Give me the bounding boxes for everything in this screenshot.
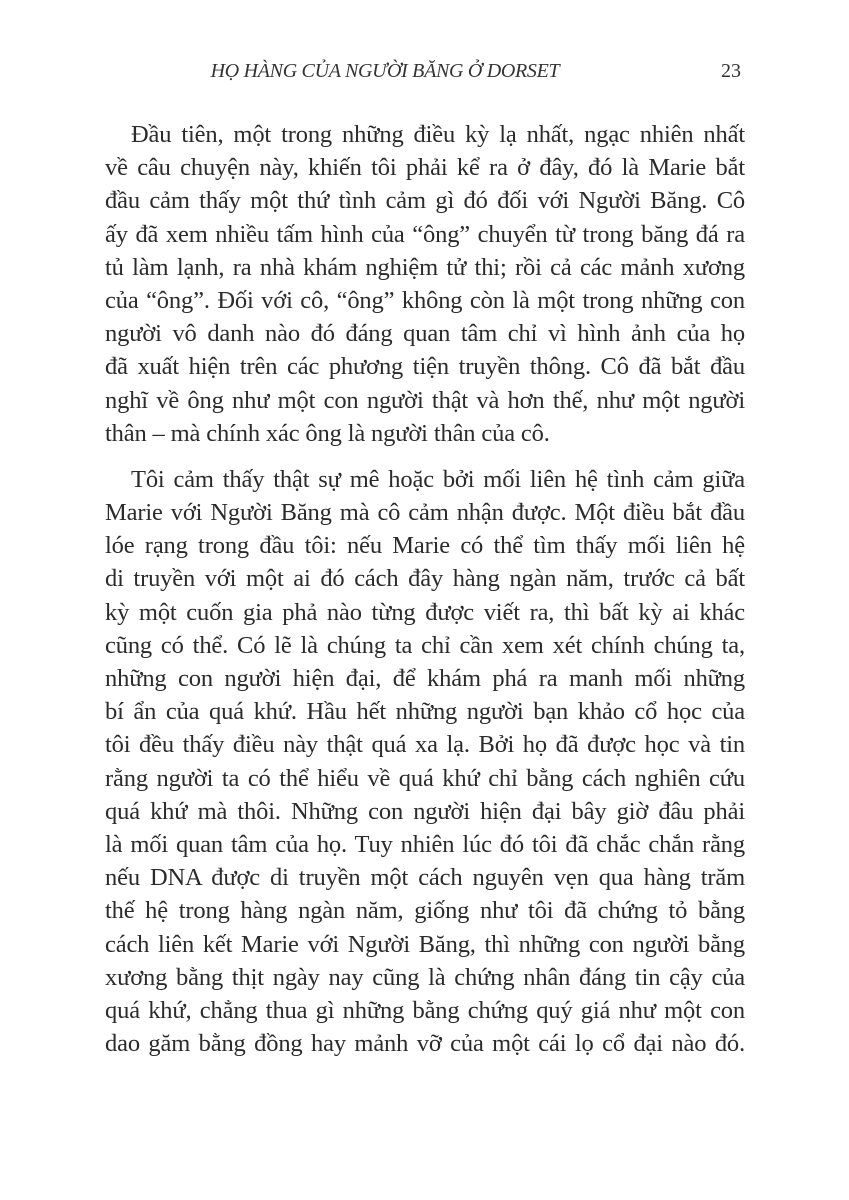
text-line: về câu chuyện này, khiến tôi phải kể ra ở đây, đó là Marie bắt [105,154,745,182]
paragraph-1 [105,118,745,450]
text-line: tủ làm lạnh, ra nhà khám nghiệm tử thi; rồi cả các mảnh xương [105,253,745,281]
text-line: Đầu tiên, một trong những điều kỳ lạ nhất, ngạc nhiên nhất [131,121,745,148]
paragraph-2 [105,463,745,1060]
text-line: quá khứ, chẳng thua gì những bằng chứng quý giá như một con [105,996,745,1024]
text-line: xương bằng thịt ngày nay cũng là chứng nhân đáng tin cậy của [105,963,745,991]
body-text [105,118,745,1073]
text-line: di truyền với một ai đó cách đây hàng ngàn năm, trước cả bất [105,565,745,593]
chapter-title: HỌ HÀNG CỦA NGƯỜI BĂNG Ở DORSET [210,60,560,82]
text-line: Marie với Người Băng mà cô cảm nhận được. Một điều bắt đầu [105,499,745,527]
text-line: dao găm bằng đồng hay mảnh vỡ của một cái lọ cổ đại nào đó. [105,1030,745,1058]
text-line: tôi đều thấy điều này thật quá xa lạ. Bởi họ đã được học và tin [105,731,745,759]
text-line: rằng người ta có thể hiểu về quá khứ chỉ bằng cách nghiên cứu [105,764,745,792]
text-line: là mối quan tâm của họ. Tuy nhiên lúc đó tôi đã chắc chắn rằng [105,830,745,858]
text-line: nghĩ về ông như một con người thật và hơn thế, như một người [105,386,745,414]
text-line: cũng có thể. Có lẽ là chúng ta chỉ cần xem xét chính chúng ta, [105,631,745,659]
text-line: của “ông”. Đối với cô, “ông” không còn là một trong những con [105,286,745,314]
text-line: quá khứ mà thôi. Những con người hiện đại bây giờ đâu phải [105,797,745,825]
text-line: lóe rạng trong đầu tôi: nếu Marie có thể tìm thấy mối liên hệ [105,532,745,560]
text-line: Tôi cảm thấy thật sự mê hoặc bởi mối liên hệ tình cảm giữa [131,465,745,493]
page-number: 23 [721,60,741,82]
text-line: bí ẩn của quá khứ. Hầu hết những người bạn khảo cổ học của [105,698,745,726]
text-line: kỳ một cuốn gia phả nào từng được viết ra, thì bất kỳ ai khác [105,598,745,626]
text-line: đầu cảm thấy một thứ tình cảm gì đó đối với Người Băng. Cô [105,187,745,215]
text-line: cách liên kết Marie với Người Băng, thì những con người bằng [105,930,745,958]
running-header [105,58,745,88]
text-line: thế hệ trong hàng ngàn năm, giống như tôi đã chứng tỏ bằng [105,897,745,925]
text-line: người vô danh nào đó đáng quan tâm chỉ vì hình ảnh của họ [105,320,745,348]
text-line: ấy đã xem nhiều tấm hình của “ông” chuyển từ trong băng đá ra [105,220,745,248]
text-line: những con người hiện đại, để khám phá ra manh mối những [105,665,745,692]
text-line: thân – mà chính xác ông là người thân của cô. [105,419,550,447]
text-line: nếu DNA được di truyền một cách nguyên vẹn qua hàng trăm [105,864,745,892]
text-line: đã xuất hiện trên các phương tiện truyền thông. Cô đã bắt đầu [105,353,745,381]
